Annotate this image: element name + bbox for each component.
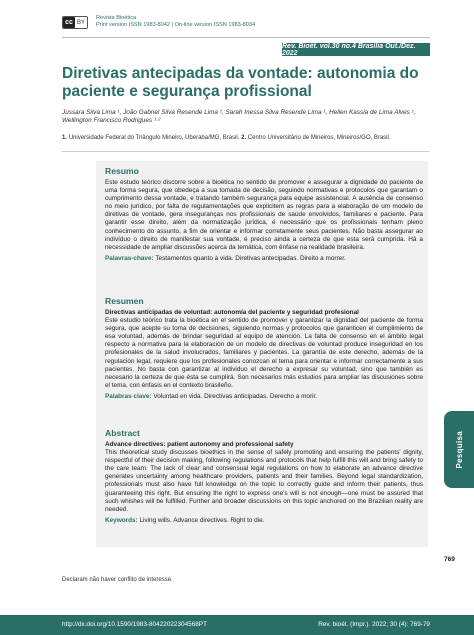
affiliation-divider <box>62 151 430 152</box>
journal-reference: Rev. Bioét. vol.30 no.4 Brasília Out./Dez. 2022 <box>282 42 416 57</box>
resumo-section <box>105 166 423 263</box>
citation-text: Rev. bioét. (Impr.). 2022; 30 (4): 769-79 <box>318 621 430 628</box>
resumen-keywords-label: Palabras clave: <box>105 392 152 400</box>
abstract-keywords-label: Keywords: <box>105 516 138 524</box>
journal-reference-bar <box>282 43 430 56</box>
journal-info <box>96 15 255 29</box>
resumen-keywords-text: Voluntad en vida. Directivas anticipadas. Derecho a morir. <box>153 392 318 400</box>
journal-name: Revista Bioética <box>96 15 137 21</box>
article-affiliations <box>62 134 432 142</box>
conflict-of-interest-note: Declaram não haver conflito de interesse. <box>62 577 173 583</box>
abstract-subtitle: Advance directives: patient autonomy and professional safety <box>105 441 294 448</box>
doi-link[interactable]: http://dx.doi.org/10.1590/1983-80422022304568PT <box>62 621 207 628</box>
abstract-body: This theoretical study discusses bioethics in the sense of safely promoting and ensuring the patients' dignity, respectful of their decision making, following regulations and protocols that help fulfill this will and bring safety to the care team. The lack of clear and consensual legal regulations on how to elaborate an advance directive generates uncertainty among healthcare providers, patients and their families. Beyond legal standardization, professionals must also have full knowledge on the topic to correctly guide and inform their patients, thus guaranteeing this right. But ensuring the right to express one's will is not enough—one must be assured that such whishes will be fulfilled. Further and broader discussions on this topic anchored on the Brazilian reality are needed. <box>105 449 423 513</box>
resumen-subtitle: Directivas anticipadas de voluntad: autonomía del paciente y seguridad profesional <box>105 309 359 316</box>
cc-license-badge[interactable] <box>62 16 88 29</box>
section-side-tab <box>444 411 474 488</box>
section-side-tab-label: Pesquisa <box>454 430 464 469</box>
by-icon: BY <box>77 19 86 26</box>
resumo-body: Este estudo teórico discorre sobre a bioética no sentido de promover e assegurar a dignidade do paciente de uma forma segura, que obedeça a sua tomada de decisão, seguindo normativas e protocolos que garantam o cumprimento dessa vontade, e tratando também segurança para equipe assistencial. A ausência de consenso no meio jurídico, por falta de regulamentações que explicitem as regras para a elaboração de um modelo de diretivas de vontade, gera inseguranças nos profissionais de saúde envolvidos, familiares e paciente. Para garantir esse direito, além da normatização jurídica, é necessário que os profissionais tenham pleno conhecimento do assunto, a fim de orientar e informar corretamente seus pacientes. Não basta assegurar ao indivíduo o direito de manifestar sua vontade, é preciso ainda a certeza de que esta será cumprida. Há a necessidade de ampliar discussões acerca da temática, com ênfase na realidade brasileira. <box>105 179 423 251</box>
resumen-heading: Resumen <box>105 296 144 306</box>
cc-icon: cc <box>63 17 75 28</box>
affiliation-1-number: 1. <box>62 135 68 141</box>
resumen-section <box>105 296 423 401</box>
article-title: Diretivas antecipadas da vontade: autonomia do paciente e segurança profissional <box>62 65 419 100</box>
page-footer <box>0 615 474 635</box>
resumo-heading: Resumo <box>105 166 139 176</box>
affiliation-1: Universidade Federal do Triângulo Mineiro, Uberaba/MG, Brasil. <box>68 135 240 141</box>
abstract-heading: Abstract <box>105 428 140 438</box>
resumen-keywords <box>105 393 423 401</box>
affiliation-2: Centro Universitário de Mineiros, Mineiros/GO, Brasil. <box>247 135 391 141</box>
resumo-keywords-label: Palavras-chave: <box>105 254 154 262</box>
page-number: 769 <box>444 556 455 563</box>
abstract-keywords-text: Living wills. Advance directives. Right to die. <box>139 516 265 524</box>
abstract-keywords <box>105 517 423 525</box>
affiliation-2-number: 2. <box>241 135 247 141</box>
resumo-keywords-text: Testamentos quanto à vida. Diretivas antecipadas. Direito a morrer. <box>155 254 346 262</box>
header-divider <box>62 37 430 38</box>
resumen-body: Este estudio teórico trata la bioética en el sentido de promover y garantizar la dignidad del paciente de forma segura, que acepte su toma de decisiones, siguiendo normas y protocolos que garanticen el cumplimiento de esa voluntad, además de brindar seguridad al equipo de atención. La falta de consenso en el ámbito legal respecto a normativa para la elaboración de un modelo de directivas de voluntad produce inseguridad en los profesionales de la salud involucrados, familiares y pacientes. La garantía de este derecho, además de la regulación legal, requiere que los profesionales conozcan el tema para orientar e informar correctamente a sus pacientes. No basta con garantizar al individuo el derecho a expresar su voluntad, sino que también es necesario la certeza de que ésta se cumplirá. Son necesarios más estudios para ampliar las discusiones sobre el tema, con énfasis en el contexto brasileño. <box>105 317 423 389</box>
abstract-section <box>105 428 423 525</box>
resumo-keywords <box>105 255 423 263</box>
article-authors: Jussara Silva Lima ¹, João Gabriel Silva Resende Lima ¹, Sarah Inessa Silva Resende Lima ¹, Hellen Kassia de Lima Alves ¹, Wellington Francisco Rodrigues ¹·² <box>62 109 416 125</box>
issn-line: Print version ISSN 1983-8042 | On-line version ISSN 1983-8034 <box>96 22 256 28</box>
